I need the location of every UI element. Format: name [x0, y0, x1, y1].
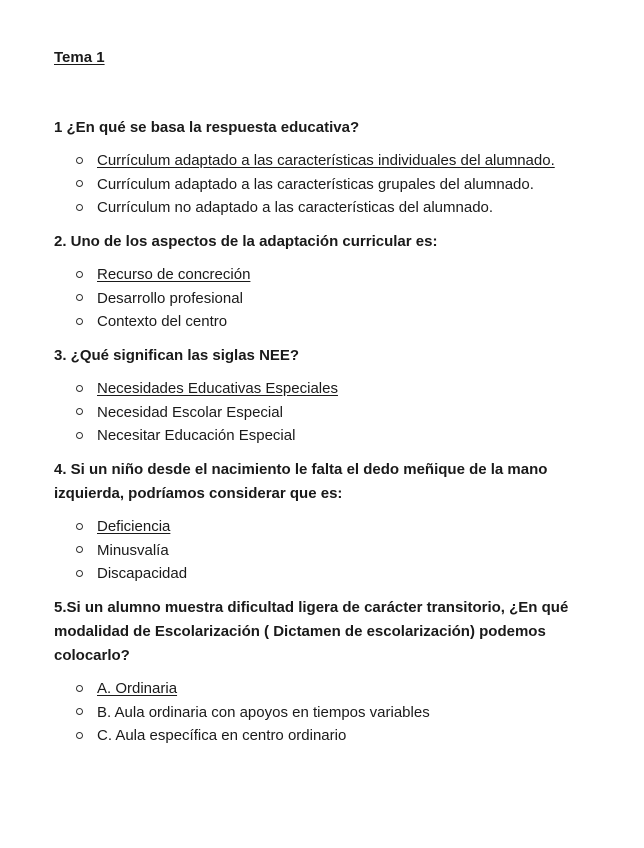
answer-text: Discapacidad — [97, 565, 188, 582]
correct-answer: Deficiencia — [97, 518, 171, 535]
answer-option — [76, 196, 616, 220]
circle-bullet-icon — [76, 157, 83, 164]
circle-bullet-icon — [76, 204, 83, 211]
answer-option — [76, 701, 616, 725]
circle-bullet-icon — [76, 432, 83, 439]
circle-bullet-icon — [76, 408, 83, 415]
question-2: 2. Uno de los aspectos de la adaptación curricular es: — [54, 233, 438, 250]
answer-option — [76, 515, 616, 539]
answer-option — [76, 263, 616, 287]
answer-text: Contexto del centro — [97, 313, 228, 330]
circle-bullet-icon — [76, 732, 83, 739]
answer-option — [76, 377, 616, 401]
circle-bullet-icon — [76, 523, 83, 530]
answer-text: Currículum adaptado a las características grupales del alumnado. — [97, 175, 534, 193]
question-1-options — [76, 149, 616, 220]
answer-text: B. Aula ordinaria con apoyos en tiempos variables — [97, 703, 430, 721]
correct-answer: Recurso de concreción — [97, 266, 251, 283]
answer-option — [76, 173, 616, 197]
answer-text: Desarrollo profesional — [97, 289, 243, 307]
question-4-options — [76, 515, 616, 586]
answer-option — [76, 539, 616, 563]
answer-option — [76, 424, 616, 448]
answer-option — [76, 149, 616, 173]
circle-bullet-icon — [76, 318, 83, 325]
question-3-options — [76, 377, 616, 448]
circle-bullet-icon — [76, 271, 83, 278]
answer-option — [76, 287, 616, 311]
answer-option — [76, 562, 616, 586]
answer-text: Minusvalía — [97, 541, 169, 559]
circle-bullet-icon — [76, 294, 83, 301]
question-3: 3. ¿Qué significan las siglas NEE? — [54, 347, 300, 364]
question-5-options — [76, 677, 616, 748]
question-5: 5.Si un alumno muestra dificultad ligera de carácter transitorio, ¿En qué modalidad de Escolarización ( Dictamen de escolarización) podemos colocarlo? — [54, 599, 569, 664]
answer-option — [76, 677, 616, 701]
circle-bullet-icon — [76, 708, 83, 715]
question-1: 1 ¿En qué se basa la respuesta educativa? — [54, 119, 360, 136]
answer-option — [76, 401, 616, 425]
correct-answer: A. Ordinaria — [97, 680, 178, 697]
circle-bullet-icon — [76, 570, 83, 577]
circle-bullet-icon — [76, 180, 83, 187]
answer-option — [76, 310, 616, 334]
answer-text: Currículum no adaptado a las características del alumnado. — [97, 199, 494, 216]
correct-answer: Currículum adaptado a las características individuales del alumnado. — [97, 152, 555, 169]
question-4: 4. Si un niño desde el nacimiento le falta el dedo meñique de la mano izquierda, podríamos considerar que es: — [54, 461, 548, 502]
circle-bullet-icon — [76, 685, 83, 692]
circle-bullet-icon — [76, 385, 83, 392]
answer-text: C. Aula específica en centro ordinario — [97, 727, 347, 744]
circle-bullet-icon — [76, 546, 83, 553]
answer-text: Necesitar Educación Especial — [97, 427, 296, 444]
question-2-options — [76, 263, 616, 334]
correct-answer: Necesidades Educativas Especiales — [97, 380, 338, 397]
document-title: Tema 1 — [54, 49, 105, 66]
answer-option — [76, 724, 616, 748]
answer-text: Necesidad Escolar Especial — [97, 403, 283, 421]
